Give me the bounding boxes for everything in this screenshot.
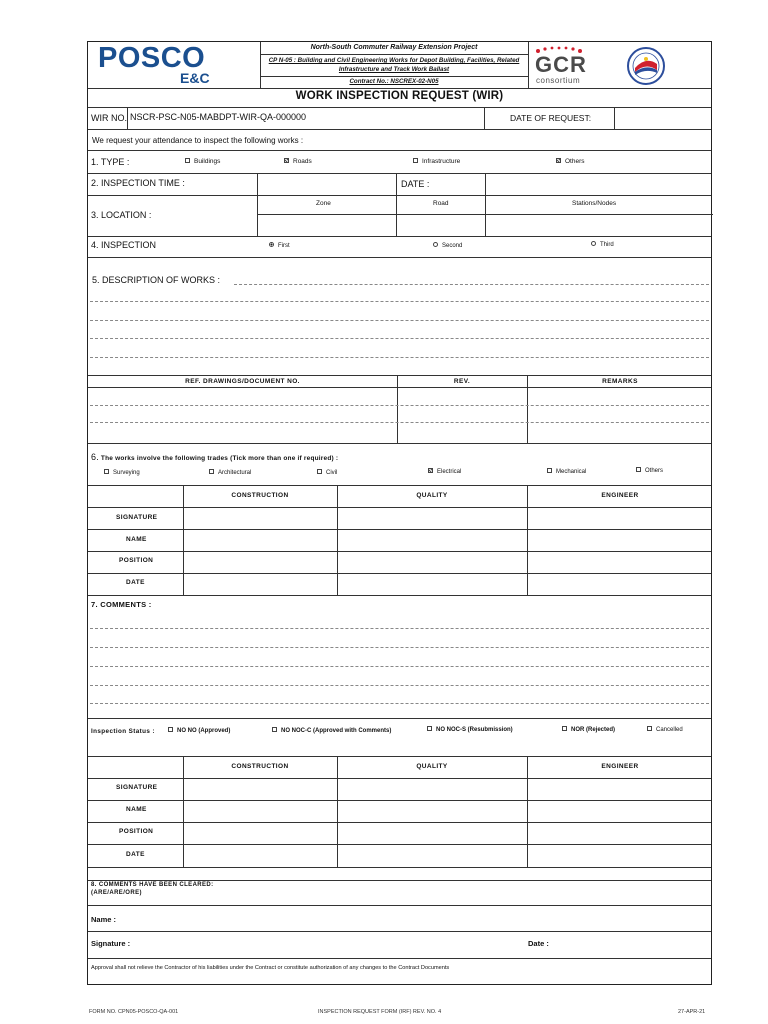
sign1-header-quality: QUALITY [416,492,448,499]
comments-field[interactable] [90,612,710,716]
rev-header: REV. [453,378,471,385]
sign2-row-signature: SIGNATURE [116,784,158,791]
type-option-buildings[interactable]: Buildings [185,158,220,165]
comments-cleared-label: 8. COMMENTS HAVE BEEN CLEARED: [91,882,214,888]
status-option-resubmission[interactable]: NO NOC-S (Resubmission) [427,727,513,733]
status-option-cancelled[interactable]: Cancelled [647,727,683,733]
trade-option-civil[interactable]: Civil [317,470,337,476]
sign2-row-position: POSITION [119,828,154,835]
location-stations-field[interactable] [486,215,712,235]
gcr-logo-subtext: consortium [536,76,581,85]
date-of-request-field[interactable] [615,108,712,128]
sign2-row-date: DATE [126,851,145,858]
location-col-stations: Stations/Nodes [572,200,617,207]
sign2-header-construction: CONSTRUCTION [231,763,289,770]
sign2-row-name: NAME [126,806,147,813]
sign2-header-quality: QUALITY [416,763,448,770]
checkbox-icon [547,468,552,473]
checkbox-icon [562,726,567,731]
trade-option-surveying[interactable]: Surveying [104,470,140,476]
name-field[interactable] [128,906,712,930]
checkbox-icon [647,726,652,731]
type-option-roads[interactable]: Roads [284,158,312,165]
inspection-option-second[interactable]: Second [433,243,462,249]
sign2-header-engineer: ENGINEER [601,763,639,770]
gcr-logo-text: GCR [535,52,587,77]
cp-line-1: CP N-05 : Building and Civil Engineering Works for Depot Building, Facilities, Related [268,57,520,64]
checkbox-icon [209,469,214,474]
sign1-engineer-fields[interactable] [528,508,712,594]
sign1-row-name: NAME [126,536,147,543]
sign1-row-signature: SIGNATURE [116,514,158,521]
checkbox-icon [185,158,190,163]
location-road-field[interactable] [397,215,485,235]
type-option-others[interactable]: Others [556,158,585,165]
date-of-request-label: DATE OF REQUEST: [510,113,592,123]
cp-line-2: Infrastructure and Track Work Ballast [338,66,450,73]
form-title: WORK INSPECTION REQUEST (WIR) [295,90,504,102]
gcr-logo [533,45,608,85]
inspection-time-label: 2. INSPECTION TIME : [91,178,185,188]
radio-icon [433,242,438,247]
inspection-option-first[interactable]: First [269,243,290,249]
signature-label: Signature : [91,939,131,948]
posco-logo [88,42,260,88]
status-option-approved[interactable]: NO NO (Approved) [168,728,230,734]
signature-field[interactable] [133,932,523,956]
posco-logo-subtext: E&C [180,70,210,86]
checkbox-icon [168,727,173,732]
wir-number-value[interactable]: NSCR-PSC-N05-MABDPT-WIR-QA-000000 [130,112,307,122]
dotr-seal [623,46,669,86]
contract-number: Contract No.: NSCREX-02-N05 [349,78,439,85]
sign1-header-engineer: ENGINEER [601,492,639,499]
description-field[interactable] [90,262,710,372]
sign1-header-construction: CONSTRUCTION [231,492,289,499]
sign1-row-position: POSITION [119,557,154,564]
inspection-label: 4. INSPECTION [91,240,157,250]
radio-icon [591,241,596,246]
location-zone-field[interactable] [258,215,396,235]
location-col-zone: Zone [316,200,331,207]
sign1-construction-fields[interactable] [184,508,336,594]
trade-option-electrical[interactable]: Electrical [428,469,461,475]
footer-form-date: 27-APR-21 [678,1009,706,1015]
trade-option-others[interactable]: Others [636,468,663,474]
checkbox-icon [427,726,432,731]
radio-icon [269,242,274,247]
inspection-option-third[interactable]: Third [591,242,614,248]
ref-drawings-header: REF. DRAWINGS/DOCUMENT NO. [185,378,300,385]
type-label: 1. TYPE : [91,157,130,167]
sign2-construction-fields[interactable] [184,779,336,866]
date-2-field[interactable] [558,932,712,956]
sign1-row-date: DATE [126,579,145,586]
comments-cleared-sublabel: (ARE/ARE/ORE) [91,890,142,896]
ref-drawings-field[interactable] [89,388,396,442]
trades-label: 6. The works involve the following trades (Tick more than one if required) : [91,452,339,462]
inspection-date-field[interactable] [486,174,712,194]
date-label: DATE : [401,179,430,189]
footer-form-name: INSPECTION REQUEST FORM (IRF) REV. NO. 4 [318,1009,442,1015]
comments-label: 7. COMMENTS : [91,600,152,609]
checkbox-icon [636,467,641,472]
type-option-infrastructure[interactable]: Infrastructure [413,158,460,165]
dotr-seal-icon [623,46,669,86]
checkbox-icon [556,158,561,163]
checkbox-icon [428,468,433,473]
inspection-status-label: Inspection Status : [91,728,155,735]
checkbox-icon [104,469,109,474]
checkbox-icon [317,469,322,474]
status-option-rejected[interactable]: NOR (Rejected) [562,727,615,733]
location-label: 3. LOCATION : [91,210,152,220]
remarks-field[interactable] [528,388,712,442]
inspection-time-field[interactable] [258,174,396,194]
checkbox-icon [413,158,418,163]
sign2-engineer-fields[interactable] [528,779,712,866]
disclaimer-text: Approval shall not relieve the Contractor of his liabilities under the Contract or constitute authorization of any changes to the Contract Documents [91,965,450,971]
location-col-road: Road [433,200,449,207]
wir-form [87,41,712,985]
wir-number-label: WIR NO. [91,113,127,123]
request-text: We request your attendance to inspect the following works : [92,136,304,145]
name-label: Name : [91,915,117,924]
footer-form-number: FORM NO. CPN05-POSCO-QA-001 [89,1009,179,1015]
date-2-label: Date : [528,939,549,948]
checkbox-icon [272,727,277,732]
description-label: 5. DESCRIPTION OF WORKS : [92,275,221,285]
sign1-quality-fields[interactable] [338,508,526,594]
trade-option-architectural[interactable]: Architectural [209,470,251,476]
posco-logo-text: POSCO [98,42,206,74]
rev-field[interactable] [398,388,526,442]
project-title: North-South Commuter Railway Extension Project [310,44,478,51]
status-option-approved-comments[interactable]: NO NOC-C (Approved with Comments) [272,728,391,734]
remarks-header: REMARKS [602,378,638,385]
trade-option-mechanical[interactable]: Mechanical [547,469,586,475]
checkbox-icon [284,158,289,163]
sign2-quality-fields[interactable] [338,779,526,866]
